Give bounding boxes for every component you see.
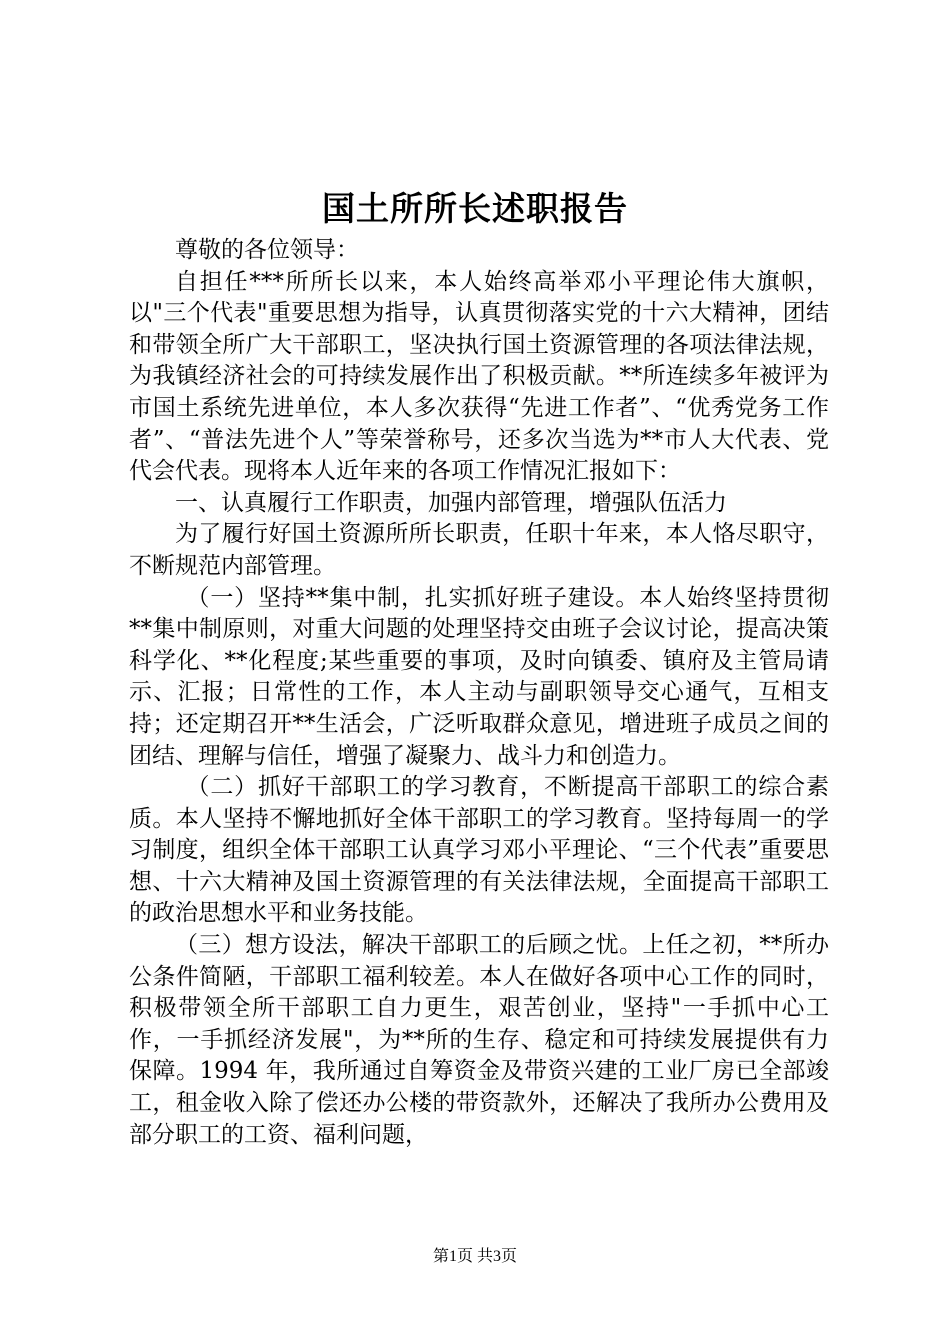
subsection-1: （一）坚持**集中制，扎实抓好班子建设。本人始终坚持贯彻**集中制原则，对重大问题的处理坚持交由班子会议讨论，提高决策科学化、**化程度;某些重要的事项，及时向镇委、镇府及主管局请示、汇报；日常性的工作，本人主动与副职领导交心通气，互相支持；还定期召开**生活会，广泛听取群众意见，增进班子成员之间的团结、理解与信任，增强了凝聚力、战斗力和创造力。 xyxy=(129,584,829,769)
salutation: 尊敬的各位领导： xyxy=(175,237,359,263)
section-heading-1: 一、认真履行工作职责，加强内部管理，增强队伍活力 xyxy=(175,489,727,516)
document-body xyxy=(129,235,829,1151)
subsection-2: （二）抓好干部职工的学习教育，不断提高干部职工的综合素质。本人坚持不懈地抓好全体干部职工的学习教育。坚持每周一的学习制度，组织全体干部职工认真学习邓小平理论、“三个代表”重要思想、十六大精神及国土资源管理的有关法律法规，全面提高干部职工的政治思想水平和业务技能。 xyxy=(129,774,829,927)
subsection-3: （三）想方设法，解决干部职工的后顾之忧。上任之初，**所办公条件简陋，干部职工福利较差。本人在做好各项中心工作的同时，积极带领全所干部职工自力更生，艰苦创业，坚持"一手抓中心工作，一手抓经济发展"，为**所的生存、稳定和可持续发展提供有力保障。1994 年，我所通过自筹资金及带资兴建的工业厂房已全部竣工，租金收入除了偿还办公楼的带资款外，还解决了我所办公费用及部分职工的工资、福利问题， xyxy=(129,932,829,1148)
section-1-intro: 为了履行好国土资源所所长职责，任职十年来，本人恪尽职守，不断规范内部管理。 xyxy=(129,521,829,579)
intro-paragraph: 自担任***所所长以来，本人始终高举邓小平理论伟大旗帜，以"三个代表"重要思想为指导，认真贯彻落实党的十六大精神，团结和带领全所广大干部职工，坚决执行国土资源管理的各项法律法规，为我镇经济社会的可持续发展作出了积极贡献。**所连续多年被评为市国土系统先进单位，本人多次获得“先进工作者”、“优秀党务工作者”、“普法先进个人”等荣誉称号，还多次当选为**市人大代表、党代会代表。现将本人近年来的各项工作情况汇报如下： xyxy=(129,268,829,485)
page-footer: 第1页 共3页 xyxy=(432,1248,517,1265)
document-title: 国土所所长述职报告 xyxy=(322,189,628,228)
